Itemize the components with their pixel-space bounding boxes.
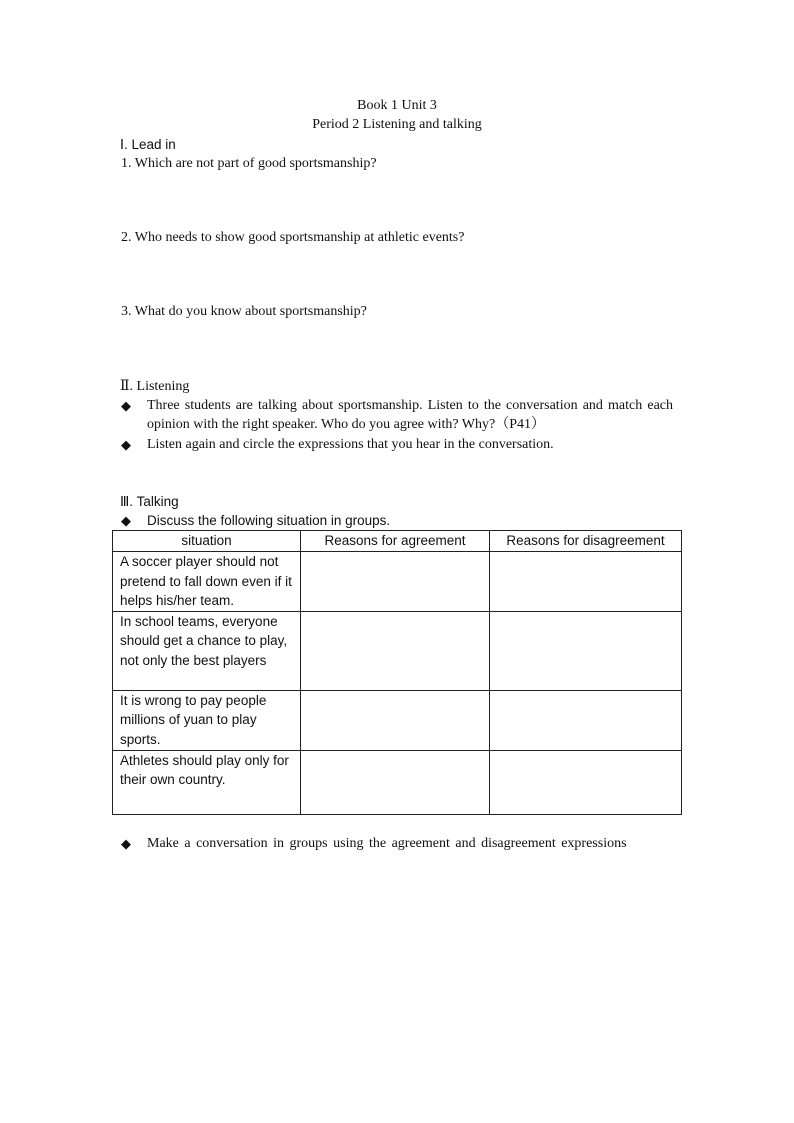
question-3: 3. What do you know about sportsmanship? — [121, 304, 367, 319]
agreement-cell[interactable] — [301, 552, 490, 612]
disagreement-cell[interactable] — [490, 690, 682, 750]
table-header-row — [113, 531, 682, 552]
agreement-cell[interactable] — [301, 750, 490, 814]
diamond-bullet-icon: ◆ — [121, 398, 131, 413]
column-header-situation: situation — [113, 531, 301, 552]
conversation-instruction: Make a conversation in groups using the agreement and disagreement expressions — [147, 836, 627, 851]
disagreement-cell[interactable] — [490, 611, 682, 690]
question-2: 2. Who needs to show good sportsmanship at athletic events? — [121, 230, 465, 245]
diamond-bullet-icon: ◆ — [121, 437, 131, 452]
diamond-bullet-icon: ◆ — [121, 836, 131, 851]
situation-cell: Athletes should play only for their own country. — [113, 750, 301, 814]
section-heading-talking: Ⅲ. Talking — [120, 494, 179, 509]
question-1: 1. Which are not part of good sportsmanship? — [121, 156, 377, 171]
disagreement-cell[interactable] — [490, 750, 682, 814]
listening-instruction-2: Listen again and circle the expressions that you hear in the conversation. — [147, 437, 554, 452]
section-heading-lead-in: Ⅰ. Lead in — [120, 137, 176, 152]
table-row — [113, 552, 682, 612]
agreement-cell[interactable] — [301, 611, 490, 690]
agreement-cell[interactable] — [301, 690, 490, 750]
document-subtitle: Period 2 Listening and talking — [312, 117, 482, 132]
document-title: Book 1 Unit 3 — [357, 98, 437, 113]
column-header-agreement: Reasons for agreement — [301, 531, 490, 552]
diamond-bullet-icon: ◆ — [121, 513, 131, 528]
section-heading-listening: Ⅱ. Listening — [120, 379, 190, 394]
situation-table — [112, 530, 682, 815]
talking-instruction: Discuss the following situation in groups. — [147, 513, 391, 528]
listening-instruction-1: Three students are talking about sportsmanship. Listen to the conversation and match each opinion with the right speaker. Who do you agree with? Why?（P41） — [147, 398, 673, 432]
column-header-disagreement: Reasons for disagreement — [490, 531, 682, 552]
situation-cell: A soccer player should not pretend to fall down even if it helps his/her team. — [113, 552, 301, 612]
table-row — [113, 611, 682, 690]
table-row — [113, 750, 682, 814]
disagreement-cell[interactable] — [490, 552, 682, 612]
table-row — [113, 690, 682, 750]
situation-cell: It is wrong to pay people millions of yuan to play sports. — [113, 690, 301, 750]
situation-cell: In school teams, everyone should get a chance to play, not only the best players — [113, 611, 301, 690]
